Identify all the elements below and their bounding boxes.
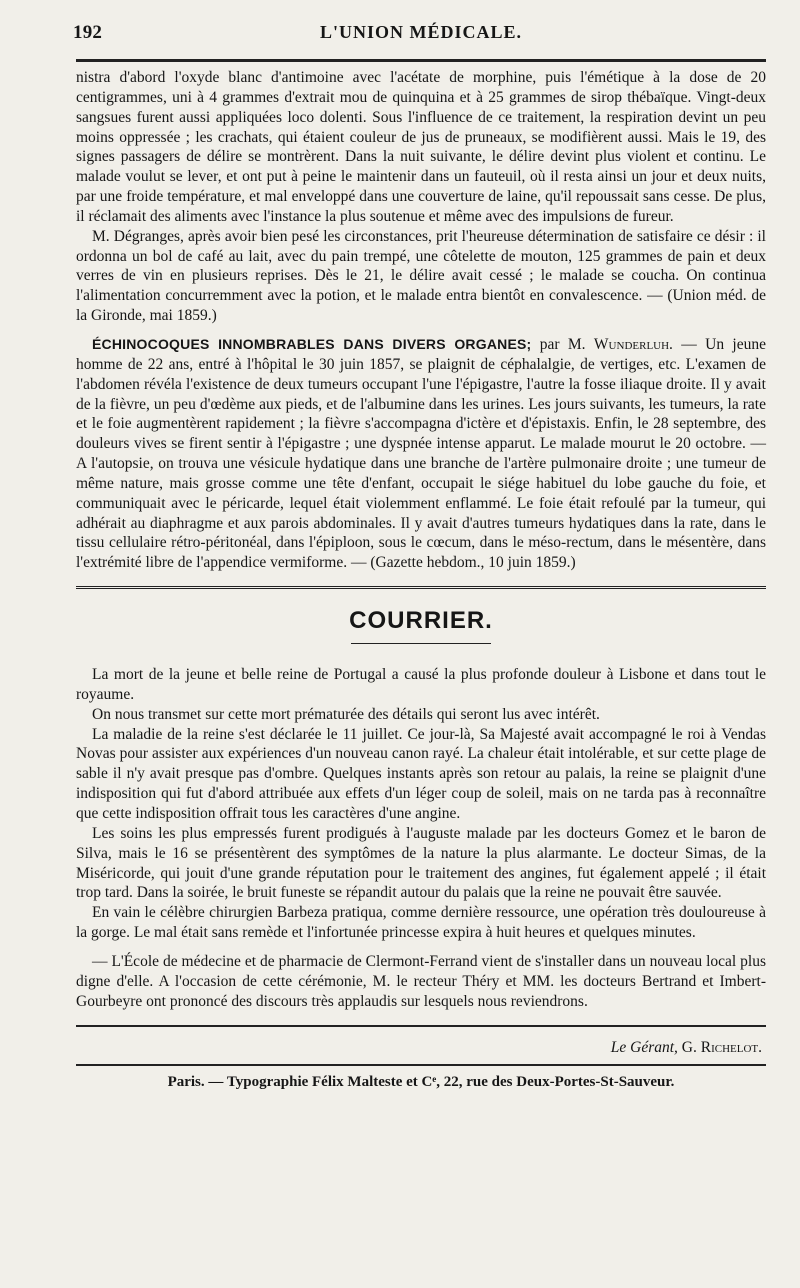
article2-author: Wunderluh.	[593, 335, 673, 353]
courrier-paragraph-2: On nous transmet sur cette mort prématurée des détails qui seront lus avec intérêt.	[92, 705, 600, 723]
signature	[76, 1038, 766, 1058]
imprint-rule	[76, 1064, 766, 1066]
article2-paragraph	[76, 335, 766, 573]
footer-rule	[76, 1025, 766, 1027]
article2-lead-title: ÉCHINOCOQUES INNOMBRABLES DANS DIVERS ORGANES;	[92, 335, 532, 352]
article2-author-prefix: par M.	[539, 335, 586, 353]
courrier-paragraph-6: — L'École de médecine et de pharmacie de Clermont-Ferrand vient de s'installer dans un nouveau local plus digne d'elle. A l'occasion de cette cérémonie, M. le recteur Théry et MM. les docteurs Bertrand et Imbert-Gourbeyre ont prononcé des discours très applaudis sur lesquels nous reviendrons.	[76, 952, 766, 1010]
signature-name: G. Richelot.	[681, 1039, 762, 1057]
courrier-heading: COURRIER.	[349, 607, 493, 635]
courrier-paragraph-3: La maladie de la reine s'est déclarée le 11 juillet. Ce jour-là, Sa Majesté avait accompagné le roi à Vendas Novas pour assister aux expériences d'un nouveau canon rayé. La chaleur était intolérable, et sur cette plage de sable il n'y avait presque pas d'ombre. Quelques instants après son retour au palais, la reine se plaignit d'une indisposition qui fut d'abord attribuée aux effets d'un léger coup de soleil, mais on ne tarda pas à reconnaître que cette indisposition offrait tous les caractères d'une angine.	[76, 725, 766, 822]
article2-body: — Un jeune homme de 22 ans, entré à l'hôpital le 30 juin 1857, se plaignit de céphalalgie, de vertiges, etc. L'examen de l'abdomen révéla l'existence de deux tumeurs occupant l'une l'épigastre, l'autre la fosse iliaque droite. Il y avait de la fièvre, un peu d'œdème aux pieds, et de l'albumine dans les urines. Les jours suivants, les tumeurs, la rate et le foie augmentèrent rapidement ; la fièvre s'accompagna d'ictère et d'épistaxis. Enfin, le 28 septembre, des douleurs vives se firent sentir à l'épigastre ; une dyspnée intense apparut. Le malade mourut le 20 octobre. — A l'autopsie, on trouva une vésicule hydatique dans une branche de l'artère pulmonaire droite ; une tumeur de même nature, mais grosse comme une tête d'enfant, occupait le siége habituel du lobe gauche du foie, et communiquait avec le péricarde, lequel était violemment enflammé. Le foie était refoulé par la tumeur, qui adhérait au diaphragme et aux parois abdominales. Il y avait d'autres tumeurs hydatiques dans la rate, dans le tissu cellulaire rétro-péritonéal, dans l'épiploon, sous le cœcum, dans le méso-rectum, dans le mésentère, dans l'extrémité libre de l'appendice vermiforme. — (Gazette hebdom., 10 juin 1859.)	[76, 335, 767, 572]
courrier-heading-rule	[351, 643, 491, 644]
newspaper-page	[73, 18, 767, 1092]
printer-imprint: Paris. — Typographie Félix Malteste et Cᵉ, 22, rue des Deux-Portes-St-Sauveur.	[167, 1074, 675, 1091]
signature-label: Le Gérant,	[610, 1039, 678, 1057]
courrier-separator-rule	[76, 586, 766, 589]
page-number: 192	[73, 22, 103, 43]
article-continued	[76, 68, 766, 573]
courrier-section	[76, 665, 766, 1011]
courrier-paragraph-1: La mort de la jeune et belle reine de Portugal a causé la plus profonde douleur à Lisbone et dans tout le royaume.	[76, 666, 766, 703]
courrier-paragraph-4: Les soins les plus empressés furent prodigués à l'auguste malade par les docteurs Gomez et le baron de Silva, mais le 16 se présentèrent des symptômes de la nature la plus alarmante. Le docteur Simas, de la Miséricorde, qui jouit d'une grande réputation pour le traitement des angines, fut également appelé ; il était trop tard. Dans la soirée, le bruit funeste se répandit autour du palais que la reine ne pouvait être sauvée.	[76, 824, 766, 902]
header-rule	[76, 59, 766, 62]
courrier-paragraph-5: En vain le célèbre chirurgien Barbeza pratiqua, comme dernière ressource, une opération très douloureuse à la gorge. Le mal était sans remède et l'infortunée princesse expira à huit heures et quelques minutes.	[76, 904, 766, 942]
article1-paragraph-2: M. Dégranges, après avoir bien pesé les circonstances, prit l'heureuse détermination de satisfaire ce désir : il ordonna un bol de café au lait, avec du pain trempé, une côtelette de mouton, 125 grammes de pain et deux verres de vin en plusieurs reprises. Dès le 21, le délire avait cessé ; le malade se coucha. On continua l'alimentation concurremment avec la potion, et le malade entra bientôt en convalescence. — (Union méd. de la Gironde, mai 1859.)	[76, 227, 766, 325]
running-title: L'UNION MÉDICALE.	[319, 22, 523, 42]
page-header	[73, 18, 766, 52]
article1-paragraph-1: nistra d'abord l'oxyde blanc d'antimoine avec l'acétate de morphine, puis l'émétique à la dose de 20 centigrammes, uni à 4 grammes d'extrait mou de quinquina et à 25 grammes de sirop thébaïque. Vingt-deux sangsues furent aussi appliquées loco dolenti. Sous l'influence de ce traitement, la respiration devint un peu moins oppressée ; les crachats, qui étaient couleur de jus de pruneaux, se modifièrent aussi. Mais le 19, des signes passagers de délire se montrèrent. Dans la nuit suivante, le délire devint plus violent et continu. Le malade voulut se lever, et ont put à peine le maintenir dans un fauteuil, où il resta ainsi un jour et deux nuits, par une froide température, et mal enveloppé dans une couverture de laine, qu'il repoussait sans cesse. De plus, il réclamait des aliments avec l'instance la plus soutenue et même avec des impulsions de fureur.	[76, 69, 766, 225]
